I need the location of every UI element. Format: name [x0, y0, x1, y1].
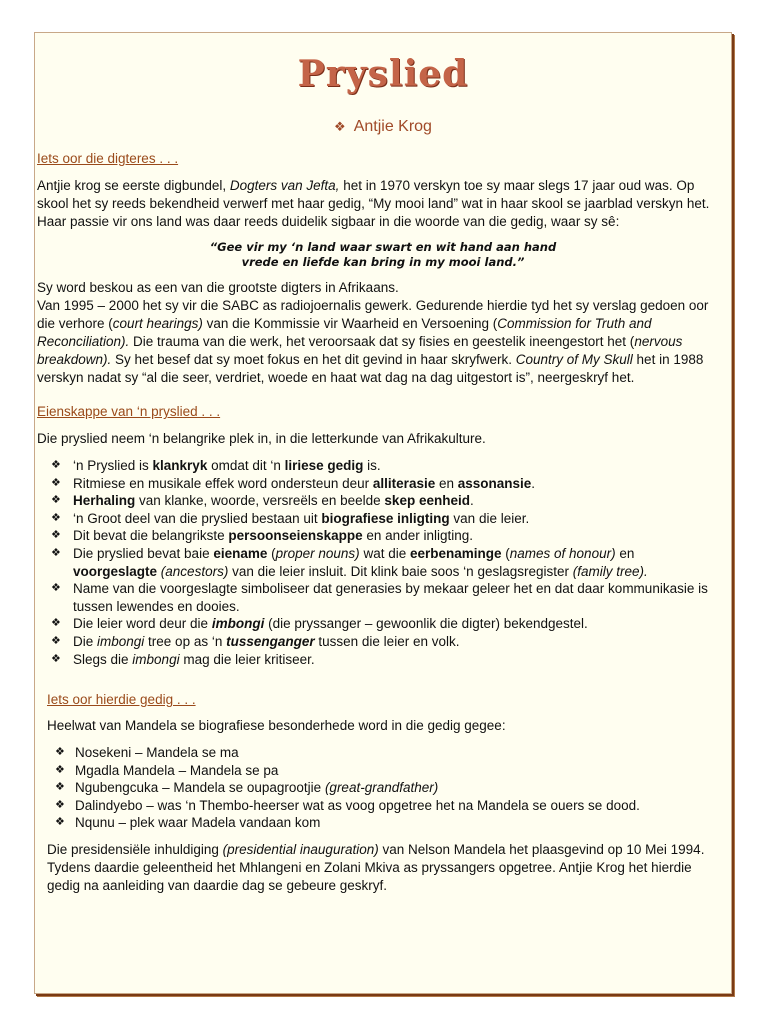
document-page: [34, 32, 732, 994]
author-name: Antjie Krog: [353, 118, 432, 135]
text-run: nervous breakdown).: [37, 334, 683, 367]
text-run: (: [267, 545, 276, 561]
text-run: Die: [73, 633, 98, 649]
diamond-bullet-icon: ❖: [55, 781, 65, 794]
text-run: court hearings): [112, 316, 203, 331]
section-heading-poem: Iets oor hierdie gedig . . .: [47, 692, 196, 707]
list-item: [37, 615, 717, 633]
text-run: is.: [363, 458, 381, 473]
text-run: Country of My Skull: [515, 352, 633, 367]
list-item: [37, 527, 717, 545]
text-run: liriese gedig: [284, 458, 364, 473]
text-run: imbongi: [211, 616, 265, 632]
text-run: Commission for Truth and Reconciliation).: [37, 316, 652, 349]
text-run: van die Kommissie vir Waarheid en Versoening (: [202, 316, 498, 331]
text-run: het in 1970 verskyn toe sy maar slegs 17 jaar oud was. Op skool het sy reeds bekendheid verwerf met haar gedig, “My mooi land” wat in haar skool se jaarblad verskyn het. Haar passie vir ons land was daar reeds duidelik sigbaar in die woorde van die gedig, waar sy sê:: [37, 178, 710, 229]
text-run: skep eenheid: [384, 493, 470, 509]
inauguration-paragraph: [47, 841, 727, 895]
list-item: [37, 510, 717, 528]
text-run: names of honour): [509, 545, 616, 561]
text-run: assonansie: [457, 475, 532, 491]
text-run: mag die leier kritiseer.: [179, 651, 315, 667]
list-item: [37, 545, 717, 580]
text-run: Mgadla Mandela – Mandela se pa: [75, 762, 279, 778]
list-item: [47, 744, 717, 762]
text-run: persoonseienskappe: [228, 528, 363, 544]
diamond-bullet-icon: ❖: [51, 494, 61, 507]
poem-quote: [35, 240, 731, 270]
text-run: eiename: [213, 545, 268, 561]
text-run: Die pryslied bevat baie: [73, 545, 214, 561]
text-run: (presidential inauguration): [222, 842, 379, 857]
text-run: (die pryssanger – gewoonlik die digter) bekendgestel.: [264, 616, 588, 632]
text-run: ‘n Pryslied is: [73, 458, 153, 473]
section-heading-poet: Iets oor die digteres . . .: [37, 151, 179, 166]
text-run: (: [501, 545, 510, 561]
text-run: biografiese inligting: [321, 510, 450, 526]
diamond-bullet-icon: ❖: [51, 529, 61, 542]
diamond-bullet-icon: ❖: [51, 511, 61, 524]
page-title: Pryslied: [297, 53, 469, 95]
text-run: (ancestors): [160, 563, 229, 579]
text-run: ‘n Groot deel van die pryslied bestaan uit: [73, 510, 322, 526]
diamond-bullet-icon: ❖: [55, 746, 65, 758]
text-run: van die leier insluit. Dit klink baie soos ‘n geslagsregister: [228, 563, 573, 579]
text-run: proper nouns): [275, 545, 360, 561]
text-run: .: [469, 493, 474, 509]
text-run: Die trauma van die werk, het veroorsaak dat sy fisies en geestelik ineengestort het (: [129, 334, 635, 349]
text-run: en: [435, 475, 458, 491]
text-run: wat die: [359, 545, 410, 561]
section-heading-praise-song: Eienskappe van ‘n pryslied . . .: [37, 404, 221, 419]
text-run: Nosekeni – Mandela se ma: [75, 745, 239, 760]
poem-intro: Heelwat van Mandela se biografiese besonderhede word in die gedig gegee:: [47, 718, 506, 733]
text-run: alliterasie: [372, 475, 436, 491]
diamond-bullet-icon: ❖: [51, 546, 61, 559]
diamond-bullet-icon: ❖: [334, 119, 346, 134]
text-run: Van 1995 – 2000 het sy vir die SABC as radiojoernalis gewerk. Gedurende hierdie tyd het sy verslag gedoen oor die verhore (: [37, 298, 709, 331]
text-run: voorgeslagte: [73, 563, 158, 579]
text-run: klankryk: [152, 458, 208, 473]
diamond-bullet-icon: ❖: [51, 617, 61, 630]
diamond-bullet-icon: ❖: [51, 652, 61, 665]
list-item: [47, 797, 717, 815]
list-item: [37, 651, 717, 669]
text-run: imbongi: [132, 651, 180, 667]
quote-line-1: “Gee vir my ‘n land waar swart en wit hand aan hand: [209, 240, 557, 254]
diamond-bullet-icon: ❖: [51, 582, 61, 595]
list-item: [37, 492, 717, 510]
diamond-bullet-icon: ❖: [51, 459, 61, 471]
text-run: Sy word beskou as een van die grootste digters in Afrikaans.: [37, 280, 399, 295]
text-run: en ander inligting.: [362, 528, 473, 544]
text-run: van klanke, woorde, versreëls en beelde: [135, 493, 385, 509]
text-run: Ritmiese en musikale effek word ondersteun deur: [73, 475, 373, 491]
text-run: (family tree).: [572, 563, 648, 579]
text-run: tussenganger: [226, 633, 315, 649]
list-item: [47, 779, 717, 797]
text-run: omdat dit ‘n: [207, 458, 285, 473]
diamond-bullet-icon: ❖: [51, 634, 61, 647]
text-run: Sy het besef dat sy moet fokus en het dit gevind in haar skryfwerk.: [111, 352, 516, 367]
text-run: (great-grandfather): [324, 780, 439, 796]
text-run: Nqunu – plek waar Madela vandaan kom: [75, 815, 321, 831]
praise-song-intro: Die pryslied neem ‘n belangrike plek in, in die letterkunde van Afrikakulture.: [37, 431, 486, 446]
text-run: imbongi: [97, 633, 145, 649]
text-run: Dalindyebo – was ‘n Thembo-heerser wat as voog opgetree het na Mandela se ouers se dood.: [75, 797, 640, 813]
list-item: [47, 762, 717, 780]
text-run: tussen die leier en volk.: [314, 633, 460, 649]
diamond-bullet-icon: ❖: [55, 816, 65, 829]
text-run: tree op as ‘n: [144, 633, 227, 649]
poet-intro-paragraph: [37, 177, 727, 231]
text-run: Ngubengcuka – Mandela se oupagrootjie: [75, 780, 325, 796]
quote-line-2: vrede en liefde kan bring in my mooi land.”: [241, 255, 525, 269]
text-run: eerbenaminge: [409, 545, 502, 561]
text-run: Name van die voorgeslagte simboliseer dat generasies by mekaar geleer het en dat daar kommunikasie is tussen lewendes en dooies.: [73, 581, 708, 614]
list-item: [47, 814, 717, 832]
list-item: [37, 633, 717, 651]
list-item: [37, 580, 717, 615]
diamond-bullet-icon: ❖: [55, 798, 65, 811]
text-run: het in 1988 verskyn nadat sy “al die seer, verdriet, woede en haat wat dag na dag uitgestort is”, neergeskryf het.: [37, 352, 704, 385]
text-run: .: [531, 475, 536, 491]
diamond-bullet-icon: ❖: [51, 476, 61, 489]
poet-career-paragraph: [37, 279, 727, 387]
text-run: van Nelson Mandela het plaasgevind op 10 Mei 1994. Tydens daardie geleentheid het Mhlangeni en Zolani Mkiva as pryssangers opgetree. Antjie Krog het hierdie gedig na aanleiding van daardie dag se gebeure geskryf.: [47, 842, 705, 893]
author-line: [35, 118, 731, 136]
mandela-details-list: [47, 744, 717, 832]
text-run: Die presidensiële inhuldiging: [47, 842, 223, 857]
list-item: [37, 457, 717, 475]
praise-song-features-list: [37, 457, 717, 668]
text-run: Antjie krog se eerste digbundel,: [37, 178, 230, 193]
text-run: Slegs die: [73, 651, 133, 667]
text-run: Dit bevat die belangrikste: [73, 528, 229, 544]
text-run: Herhaling: [73, 493, 136, 509]
text-run: van die leier.: [449, 510, 530, 526]
list-item: [37, 475, 717, 493]
text-run: en: [615, 545, 635, 561]
text-run: Die leier word deur die: [73, 616, 212, 632]
text-run: Dogters van Jefta,: [229, 178, 340, 193]
diamond-bullet-icon: ❖: [55, 763, 65, 776]
